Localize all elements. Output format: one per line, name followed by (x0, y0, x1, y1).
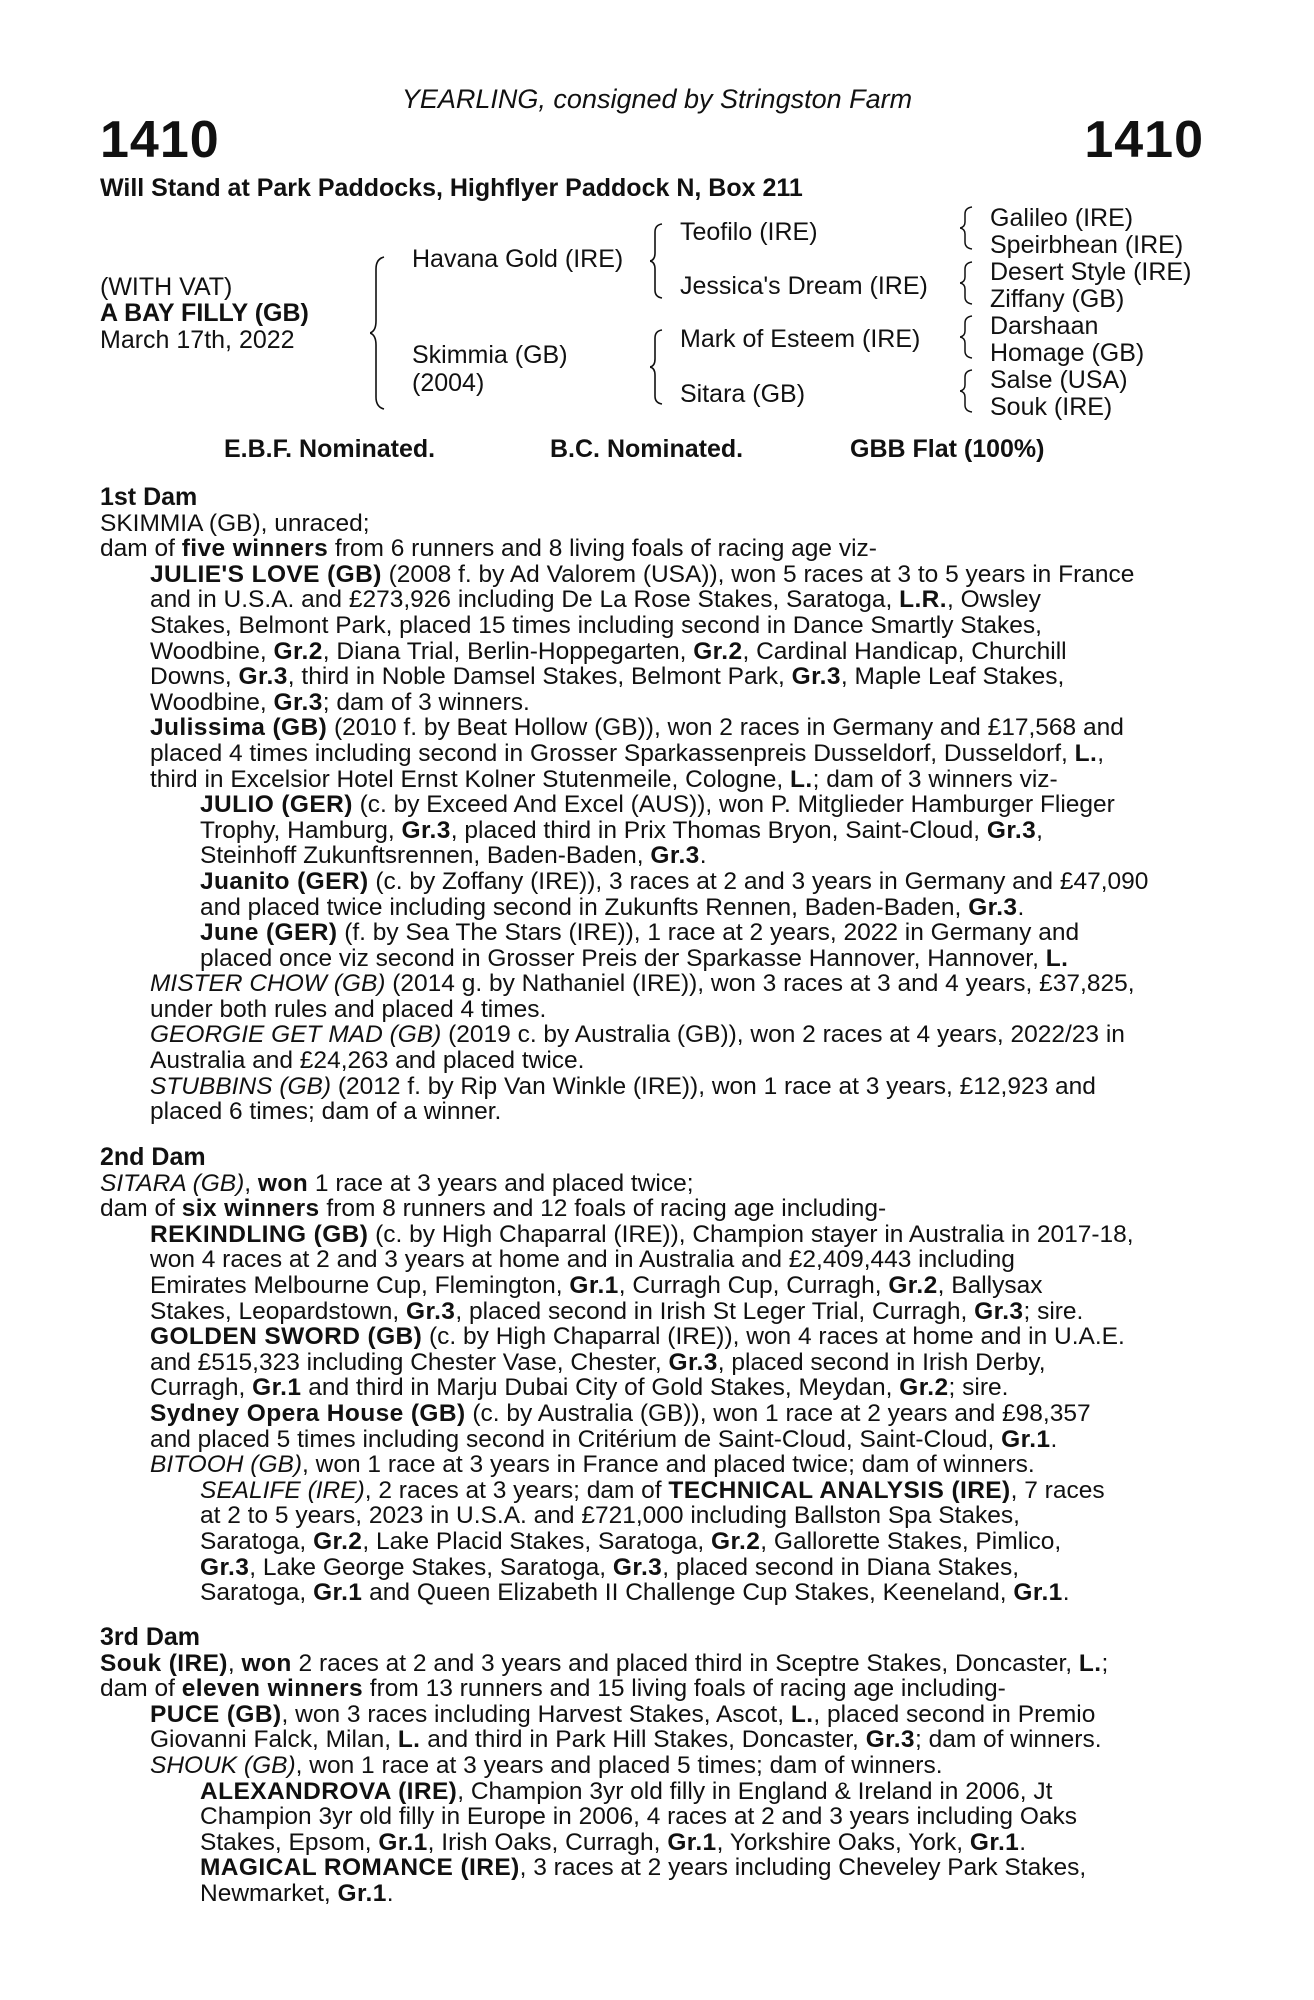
first-dam-heading: 1st Dam (100, 483, 198, 511)
ebf-nomination: E.B.F. Nominated. (224, 435, 436, 463)
lot-number-left: 1410 (100, 111, 220, 169)
produce-entry-georgie-get-mad: GEORGIE GET MAD (GB) (2019 c. by Australia (GB)), won 2 races at 4 years, 2022/23 in Australia and £24,263 and placed twice. (150, 1021, 1125, 1075)
ggp-7: Salse (USA) (990, 366, 1128, 394)
ggp-1: Galileo (IRE) (990, 204, 1134, 232)
produce-entry-julies-love: JULIE'S LOVE (GB) (2008 f. by Ad Valorem (USA)), won 5 races at 3 to 5 years in France and in U.S.A. and £273,926 including De La Rose Stakes, Saratoga, L.R., Owsley Stakes, Belmont Park, placed 15 times including second in Dance Smartly Stakes, Woodbine, Gr.2, Diana Trial, Berlin-Hoppegarten, Gr.2, Cardinal Handicap, Churchill Downs, Gr.3, third in Noble Damsel Stakes, Belmont Park, Gr.3, Maple Leaf Stakes, Woodbine, Gr.3; dam of 3 winners. (150, 560, 1135, 716)
pedigree-brace-main (370, 255, 390, 410)
sire-sire: Teofilo (IRE) (680, 218, 818, 246)
ggp-4: Ziffany (GB) (990, 285, 1125, 313)
pedigree-brace-dam (650, 328, 668, 406)
produce-entry-magical-romance: MAGICAL ROMANCE (IRE), 3 races at 2 years including Cheveley Park Stakes, Newmarket, Gr.1. (200, 1854, 1087, 1907)
ggp-8: Souk (IRE) (990, 393, 1113, 421)
pedigree-brace-sire (650, 222, 668, 300)
dam-year: (2004) (412, 369, 485, 397)
ggp-2: Speirbhean (IRE) (990, 231, 1184, 259)
lot-number-right: 1410 (1084, 111, 1204, 169)
produce-entry-sydney-opera-house: Sydney Opera House (GB) (c. by Australia (GB)), won 1 race at 2 years and £98,357 and placed 5 times including second in Critérium de Saint-Cloud, Saint-Cloud, Gr.1. (150, 1399, 1091, 1453)
sire-name: Havana Gold (IRE) (412, 245, 624, 273)
third-dam-intro: Souk (IRE), won 2 races at 2 and 3 years and placed third in Sceptre Stakes, Doncaster, L.; (100, 1649, 1109, 1677)
produce-entry-bitooh: BITOOH (GB), won 1 race at 3 years in France and placed twice; dam of winners. (150, 1451, 1035, 1479)
first-dam-produce-summary: dam of five winners from 6 runners and 8 living foals of racing age viz- (100, 535, 877, 563)
produce-entry-julissima: Julissima (GB) (2010 f. by Beat Hollow (GB)), won 2 races in Germany and £17,568 and placed 4 times including second in Grosser Sparkassenpreis Dusseldorf, Dusseldorf, L., third in Excelsior Hotel Ernst Kolner Stutenmeile, Cologne, L.; dam of 3 winners viz- (150, 714, 1124, 793)
dam-dam: Sitara (GB) (680, 380, 806, 408)
third-dam-produce-summary: dam of eleven winners from 13 runners and 15 living foals of racing age including- (100, 1675, 1006, 1703)
second-dam-produce-summary: dam of six winners from 8 runners and 12 foals of racing age including- (100, 1195, 887, 1223)
ggp-5: Darshaan (990, 312, 1099, 340)
vat-note: (WITH VAT) (100, 273, 233, 301)
first-dam-intro: SKIMMIA (GB), unraced; (100, 509, 370, 537)
produce-entry-sealife: SEALIFE (IRE), 2 races at 3 years; dam of TECHNICAL ANALYSIS (IRE), 7 races at 2 to 5 years, 2023 in U.S.A. and £721,000 including Ballston Spa Stakes, Saratoga, Gr.2, Lake Placid Stakes, Saratoga, Gr.2, Gallorette Stakes, Pimlico, Gr.3, Lake George Stakes, Saratoga, Gr.3, placed second in Diana Stakes, Saratoga, Gr.1 and Queen Elizabeth II Challenge Cup Stakes, Keeneland, Gr.1. (200, 1476, 1105, 1607)
produce-entry-puce: PUCE (GB), won 3 races including Harvest Stakes, Ascot, L., placed second in Premio Giovanni Falck, Milan, L. and third in Park Hill Stakes, Doncaster, Gr.3; dam of winners. (150, 1700, 1102, 1754)
dam-name: Skimmia (GB) (412, 341, 568, 369)
produce-entry-stubbins: STUBBINS (GB) (2012 f. by Rip Van Winkle (IRE)), won 1 race at 3 years, £12,923 and placed 6 times; dam of a winner. (150, 1072, 1096, 1126)
produce-entry-june: June (GER) (f. by Sea The Stars (IRE)), 1 race at 2 years, 2022 in Germany and placed once viz second in Grosser Preis der Sparkasse Hannover, Hannover, L. (200, 919, 1080, 972)
produce-entry-alexandrova: ALEXANDROVA (IRE), Champion 3yr old filly in England & Ireland in 2006, Jt Champion 3yr old filly in Europe in 2006, 4 races at 2 and 3 years including Oaks Stakes, Epsom, Gr.1, Irish Oaks, Curragh, Gr.1, Yorkshire Oaks, York, Gr.1. (200, 1777, 1078, 1856)
third-dam-heading: 3rd Dam (100, 1623, 201, 1651)
produce-entry-shouk: SHOUK (GB), won 1 race at 3 years and placed 5 times; dam of winners. (150, 1751, 943, 1779)
second-dam-section (100, 1145, 1204, 1606)
produce-entry-julio: JULIO (GER) (c. by Exceed And Excel (AUS)), won P. Mitglieder Hamburger Flieger Trophy, Hamburg, Gr.3, placed third in Prix Thomas Bryon, Saint-Cloud, Gr.3, Steinhoff Zukunftsrennen, Baden-Baden, Gr.3. (200, 791, 1115, 870)
second-dam-intro: SITARA (GB), won 1 race at 3 years and placed twice; (100, 1169, 694, 1197)
stand-location: Will Stand at Park Paddocks, Highflyer Paddock N, Box 211 (100, 174, 803, 202)
ggp-3: Desert Style (IRE) (990, 258, 1192, 286)
third-dam-section (100, 1625, 1204, 1907)
consignment-line: YEARLING, consigned by Stringston Farm (401, 84, 913, 114)
ggp-6: Homage (GB) (990, 339, 1145, 367)
sire-dam: Jessica's Dream (IRE) (680, 272, 928, 300)
produce-entry-mister-chow: MISTER CHOW (GB) (2014 g. by Nathaniel (IRE)), won 3 races at 3 and 4 years, £37,825, under both rules and placed 4 times. (150, 970, 1135, 1023)
produce-entry-juanito: Juanito (GER) (c. by Zoffany (IRE)), 3 races at 2 and 3 years in Germany and £47,090 and placed twice including second in Zukunfts Rennen, Baden-Baden, Gr.3. (200, 867, 1149, 921)
horse-dob: March 17th, 2022 (100, 326, 295, 354)
pedigree-braces-ggp (960, 205, 976, 425)
horse-name: A BAY FILLY (GB) (100, 299, 309, 327)
produce-entry-rekindling: REKINDLING (GB) (c. by High Chaparral (IRE)), Champion stayer in Australia in 2017-18, won 4 races at 2 and 3 years at home and in Australia and £2,409,443 including Emirates Melbourne Cup, Flemington, Gr.1, Curragh Cup, Curragh, Gr.2, Ballysax Stakes, Leopardstown, Gr.3, placed second in Irish St Leger Trial, Curragh, Gr.3; sire. (150, 1220, 1134, 1325)
second-dam-heading: 2nd Dam (100, 1143, 206, 1171)
gbb-nomination: GBB Flat (100%) (850, 435, 1045, 463)
first-dam-section (100, 485, 1204, 1125)
bc-nomination: B.C. Nominated. (550, 435, 744, 463)
dam-sire: Mark of Esteem (IRE) (680, 325, 921, 353)
produce-entry-golden-sword: GOLDEN SWORD (GB) (c. by High Chaparral (IRE)), won 4 races at home and in U.A.E. and £515,323 including Chester Vase, Chester, Gr.3, placed second in Irish Derby, Curragh, Gr.1 and third in Marju Dubai City of Gold Stakes, Meydan, Gr.2; sire. (150, 1323, 1125, 1402)
